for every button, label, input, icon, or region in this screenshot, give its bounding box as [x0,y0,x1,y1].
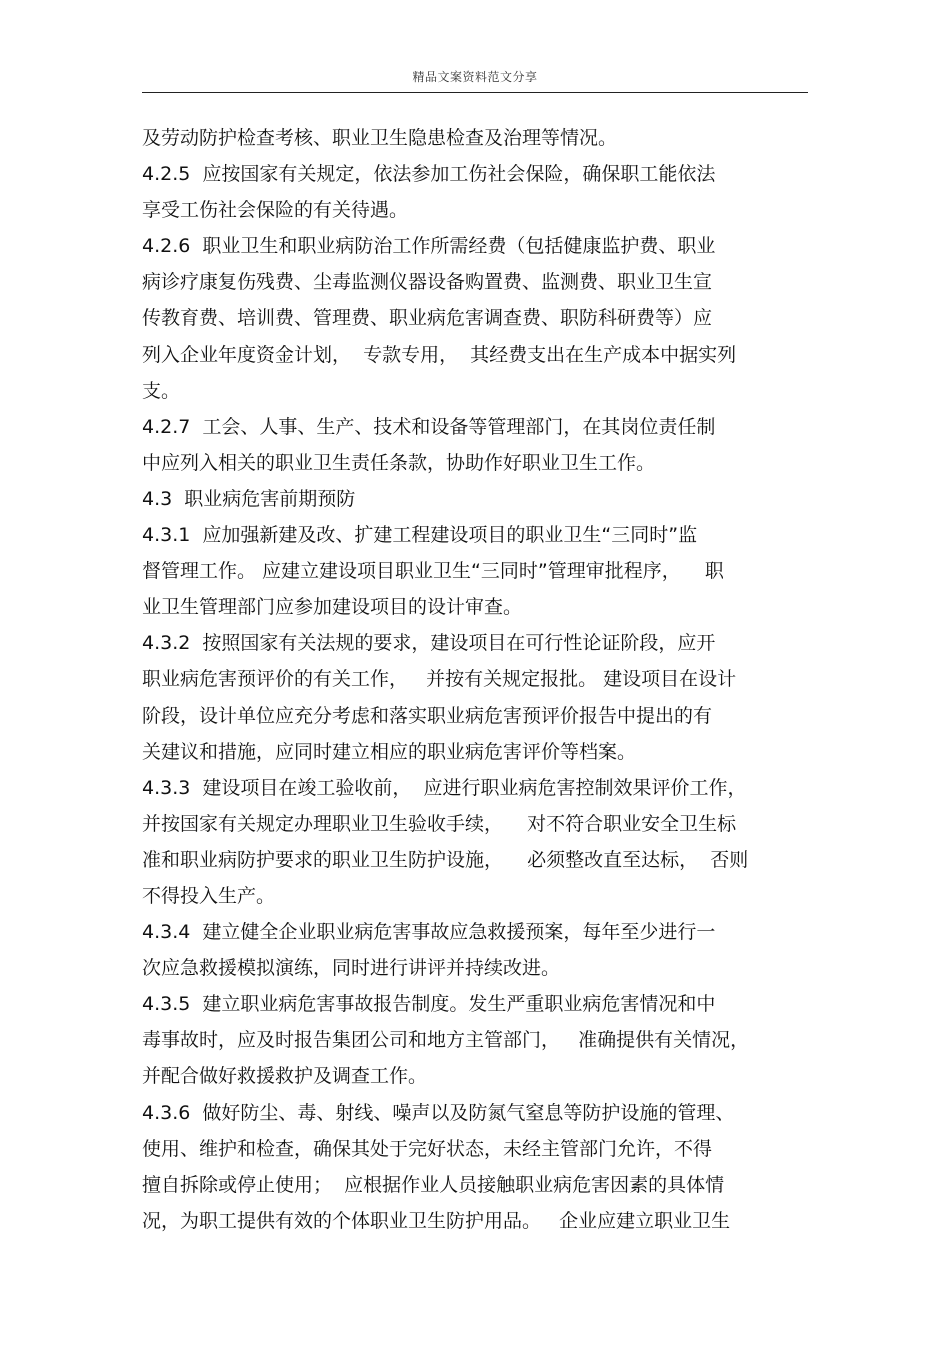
text-line: 支。 [142,379,181,402]
text-line: 病诊疗康复伤残费、尘毒监测仪器设备购置费、监测费、职业卫生宣 [142,271,713,294]
text-line: 4.2.7 工会、人事、生产、技术和设备等管理部门，在其岗位责任制 [142,415,716,438]
text-line: 使用、维护和检查，确保其处于完好状态，未经主管部门允许，不得 [142,1137,713,1160]
text-line: 次应急救援模拟演练，同时进行讲评并持续改进。 [142,957,561,980]
text-line: 不得投入生产。 [142,884,276,907]
text-line: 传教育费、培训费、管理费、职业病危害调查费、职防科研费等）应 [142,307,713,330]
text-line: 督管理工作。 应建立建设项目职业卫生“三同时”管理审批程序， 职 [142,560,724,583]
text-line: 4.3.3 建设项目在竣工验收前， 应进行职业病危害控制效果评价工作， [142,776,747,799]
text-line: 4.3.6 做好防尘、毒、射线、噪声以及防氮气窒息等防护设施的管理、 [142,1101,735,1124]
text-line: 4.3.4 建立健全企业职业病危害事故应急救援预案，每年至少进行一 [142,921,716,944]
text-line: 列入企业年度资金计划， 专款专用， 其经费支出在生产成本中据实列 [142,343,737,366]
text-line: 中应列入相关的职业卫生责任条款，协助作好职业卫生工作。 [142,451,656,474]
text-line: 4.3.5 建立职业病危害事故报告制度。发生严重职业病危害情况和中 [142,993,716,1016]
text-line: 准和职业病防护要求的职业卫生防护设施， 必须整改直至达标， 否则 [142,848,749,871]
text-line: 并按国家有关规定办理职业卫生验收手续， 对不符合职业安全卫生标 [142,812,737,835]
page-header [142,64,808,93]
text-line: 况，为职工提供有效的个体职业卫生防护用品。 企业应建立职业卫生 [142,1209,731,1232]
text-line: 4.3.1 应加强新建及改、扩建工程建设项目的职业卫生“三同时”监 [142,524,698,547]
text-line: 阶段，设计单位应充分考虑和落实职业病危害预评价报告中提出的有 [142,704,713,727]
text-line: 4.3.2 按照国家有关法规的要求，建设项目在可行性论证阶段，应开 [142,632,716,655]
text-line: 及劳动防护检查考核、职业卫生隐患检查及治理等情况。 [142,127,618,149]
section-heading: 4.3 职业病危害前期预防 [142,487,356,510]
text-line: 并配合做好救援救护及调查工作。 [142,1065,428,1088]
text-line: 毒事故时，应及时报告集团公司和地方主管部门， 准确提供有关情况， [142,1029,750,1052]
text-line: 4.2.5 应按国家有关规定，依法参加工伤社会保险，确保职工能依法 [142,163,716,186]
text-line: 擅自拆除或停止使用； 应根据作业人员接触职业病危害因素的具体情 [142,1173,725,1196]
document-body [142,120,812,1239]
text-line: 4.2.6 职业卫生和职业病防治工作所需经费（包括健康监护费、职业 [142,235,716,258]
text-line: 关建议和措施，应同时建立相应的职业病危害评价等档案。 [142,740,637,763]
text-line: 业卫生管理部门应参加建设项目的设计审查。 [142,596,523,619]
header-title: 精品文案资料范文分享 [412,70,538,84]
text-line: 享受工伤社会保险的有关待遇。 [142,199,409,222]
text-line: 职业病危害预评价的有关工作， 并按有关规定报批。 建设项目在设计 [142,668,737,691]
